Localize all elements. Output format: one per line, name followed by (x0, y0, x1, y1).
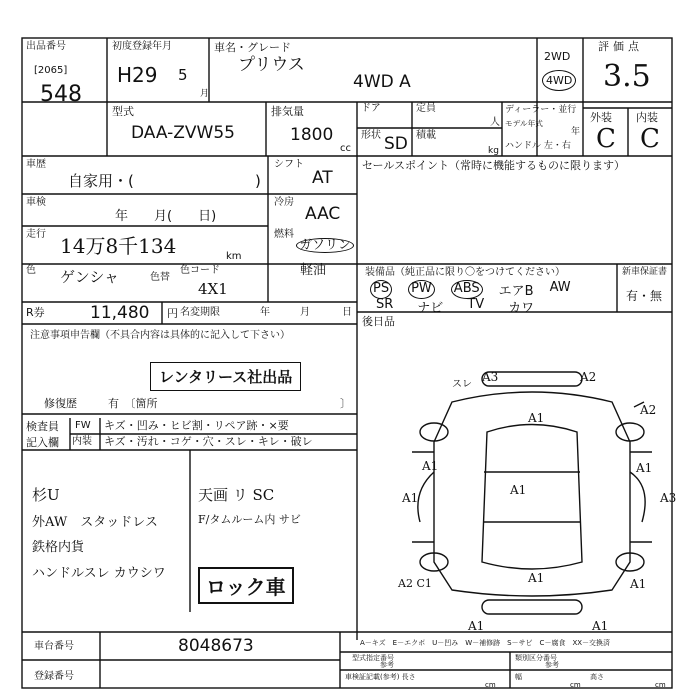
color-label: 色 (26, 265, 36, 276)
equip-tv: TV (467, 297, 485, 312)
dims-label: 車検証記載(参考) 長さ (345, 673, 416, 681)
inspector-label: 検査員 (26, 420, 59, 433)
hw-note-4: ハンドルスレ カウシワ (32, 566, 166, 581)
shift-value: AT (312, 168, 333, 188)
equipment-label: 装備品（純正品に限り〇をつけてください） (365, 267, 565, 278)
hw-note-2: 外AW スタッドレス (32, 515, 158, 530)
color-code: 4X1 (198, 280, 228, 298)
mark-a1-right: A1 (636, 461, 653, 475)
drive-4wd: 4WD (542, 70, 576, 91)
equip-aw: AW (549, 280, 571, 295)
history-label: 車歴 (26, 159, 46, 170)
type-code-label: 型式指定番号 (352, 654, 394, 662)
rating-label: 評価点 (598, 40, 643, 53)
equip-pw: PW (408, 280, 435, 299)
mark-a3-top: A3 (482, 370, 499, 384)
dims-width: 幅 (515, 673, 522, 681)
chassis-value: 8048673 (178, 636, 254, 656)
handle-label: ハンドル 左・右 (505, 141, 571, 151)
car-grade: 4WD A (353, 72, 411, 92)
equip-sr: SR (376, 297, 394, 312)
model-value: DAA-ZVW55 (131, 123, 236, 143)
int-score: C (640, 124, 660, 154)
meishoku-label: 名変期限 (180, 307, 220, 318)
dealer-label: ディーラー・並行 (505, 105, 577, 115)
equip-ps: PS (370, 280, 392, 299)
inspector-int-label: 内装 (72, 436, 92, 447)
inspection-value: 年 月( 日) (115, 209, 217, 224)
fuel-label: 燃料 (274, 229, 294, 240)
mileage-value: 14万8千134 (60, 234, 177, 258)
model-label: 型式 (112, 105, 134, 118)
mark-a1-left: A1 (422, 459, 439, 473)
first-reg-month: 5 (178, 66, 188, 84)
doors-label: ドア (361, 103, 381, 114)
shape-value: SD (384, 134, 408, 154)
rating-score: 3.5 (603, 59, 651, 94)
meishoku-d: 日 (342, 307, 352, 318)
dims-height: 高さ (590, 673, 604, 681)
displacement-unit: cc (340, 143, 351, 154)
ext-score: C (596, 124, 616, 154)
first-reg-month-unit: 月 (200, 89, 210, 99)
repair-label: 修復歴 (44, 397, 77, 410)
mark-a1-rear-b: A1 (592, 619, 609, 633)
displacement-value: 1800 (290, 125, 334, 145)
mark-a1-hood: A1 (528, 411, 545, 425)
warranty-label: 新車保証書 (622, 267, 668, 277)
color-change-label: 色替 (150, 272, 170, 283)
repair-value: 有 〔箇所 (108, 397, 158, 410)
mark-a3-side: A3 (660, 491, 677, 505)
class-code-label: 類別区分番号 (515, 654, 557, 662)
notes-label: 注意事項申告欄（不具合内容は具体的に記入して下さい） (30, 330, 290, 341)
capacity-label: 定員 (416, 103, 436, 114)
fuel-diesel: 軽油 (300, 263, 327, 278)
lot-number: 548 (40, 82, 82, 107)
mark-a1-side: A1 (402, 491, 419, 505)
color-value: ゲンシャ (60, 268, 120, 286)
car-name: プリウス (238, 55, 305, 75)
history-close: ) (255, 172, 261, 190)
mark-a1-rear-l: A1 (468, 619, 485, 633)
lock-stamp: ロック車 (198, 567, 294, 604)
mark-a1-trunk: A1 (528, 571, 545, 585)
dims-cm-1: cm (485, 681, 496, 689)
recycle-unit: 円 (167, 307, 178, 320)
registration-label: 登録番号 (34, 671, 74, 682)
rental-stamp: レンタリース社出品 (150, 362, 301, 391)
ext-label: 外装 (590, 111, 612, 124)
mark-a2-top: A2 (580, 370, 597, 384)
equip-abs: ABS (451, 280, 483, 299)
model-year-unit: 年 (571, 127, 581, 137)
aircon-label: 冷房 (274, 197, 294, 208)
model-year-label: モデル年式 (505, 119, 543, 129)
dims-cm-3: cm (655, 681, 666, 689)
recycle-value: 11,480 (90, 303, 150, 323)
drive-2wd: 2WD (544, 50, 571, 63)
mark-a1-roof: A1 (510, 483, 527, 497)
fuel-gas: ガソリン (296, 238, 354, 253)
dims-cm-2: cm (570, 681, 581, 689)
capacity-unit: 人 (490, 117, 500, 128)
shape-label: 形状 (361, 130, 381, 141)
inspector-label2: 記入欄 (26, 436, 59, 449)
mark-a2c1: A2 C1 (398, 577, 432, 590)
equipment-row2 (376, 297, 534, 316)
lot-code: [2065] (34, 65, 68, 76)
hw-note-5: 天画 リ SC (198, 486, 275, 504)
history-value: 自家用・( (68, 172, 134, 190)
hw-note-6: F/タムルーム内 サビ (198, 513, 301, 526)
hw-note-1: 杉U (32, 486, 60, 504)
mark-a2-right: A2 (640, 403, 657, 417)
equip-navi: ナビ (417, 301, 444, 316)
load-unit: kg (488, 146, 499, 156)
hw-note-3: 鉄格内貨 (32, 540, 85, 555)
meishoku-y: 年 (260, 307, 270, 318)
class-code-ref: 参考 (545, 661, 559, 669)
back-label: 後日品 (362, 315, 395, 328)
equip-leather: カワ (508, 301, 535, 316)
chassis-label: 車台番号 (34, 641, 74, 652)
shift-label: シフト (274, 159, 304, 170)
lot-label: 出品番号 (26, 41, 66, 52)
type-code-ref: 参考 (380, 661, 394, 669)
fw-label: FW (75, 420, 91, 431)
mileage-label: 走行 (26, 229, 46, 240)
first-reg-era: H29 (117, 63, 158, 87)
meishoku-m: 月 (300, 307, 310, 318)
mark-sure: スレ (452, 379, 472, 390)
sales-point-label: セールスポイント（常時に機能するものに限ります） (362, 159, 626, 172)
inspector-int: キズ・汚れ・コゲ・穴・スレ・キレ・破レ (104, 435, 313, 448)
displacement-label: 排気量 (271, 105, 304, 118)
equip-airbag: エアB (498, 284, 534, 299)
recycle-label: R券 (26, 306, 45, 319)
warranty-value: 有・無 (626, 289, 663, 303)
int-label: 内装 (636, 111, 658, 124)
repair-close: 〕 (340, 397, 351, 410)
inspection-label: 車検 (26, 197, 46, 208)
inspector-ext: キズ・凹み・ヒビ割・リペア跡・×要 (104, 419, 289, 432)
first-reg-label: 初度登録年月 (112, 41, 172, 52)
load-label: 積載 (416, 130, 436, 141)
mileage-unit: km (226, 251, 242, 262)
mark-a1-rear-r: A1 (630, 577, 647, 591)
color-code-label: 色コード (180, 265, 220, 276)
car-name-label: 車名・グレード (214, 41, 291, 54)
aircon-value: AAC (305, 204, 341, 224)
damage-legend: A－キズ E－エクボ U－凹み W－補修跡 S－サビ C－腐食 XX－交換済 (360, 639, 611, 647)
